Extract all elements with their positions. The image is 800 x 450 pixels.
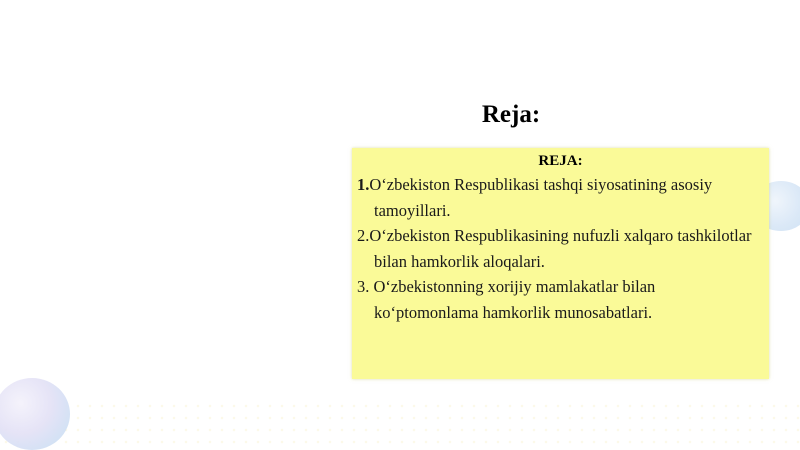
plan-item-text: O‘zbekiston Respublikasi tashqi siyosatining asosiy tamoyillari. bbox=[369, 175, 713, 220]
plan-list bbox=[357, 172, 757, 325]
plan-heading: REJA: bbox=[538, 153, 583, 169]
plan-box bbox=[352, 148, 769, 379]
plan-item-number: 2. bbox=[357, 226, 370, 245]
plan-item-number: 3. bbox=[357, 277, 374, 296]
decorative-dot-pattern bbox=[0, 400, 800, 450]
slide-title: Reja: bbox=[481, 101, 541, 128]
plan-item-3 bbox=[357, 274, 757, 325]
plan-item-1 bbox=[357, 172, 757, 223]
plan-item-number: 1. bbox=[357, 175, 370, 194]
plan-item-text: O‘zbekistonning xorijiy mamlakatlar bilan ko‘ptomonlama hamkorlik munosabatlari. bbox=[373, 277, 656, 322]
plan-item-2 bbox=[357, 223, 757, 274]
plan-item-text: O‘zbekiston Respublikasining nufuzli xalqaro tashkilotlar bilan hamkorlik aloqalari. bbox=[369, 226, 752, 271]
